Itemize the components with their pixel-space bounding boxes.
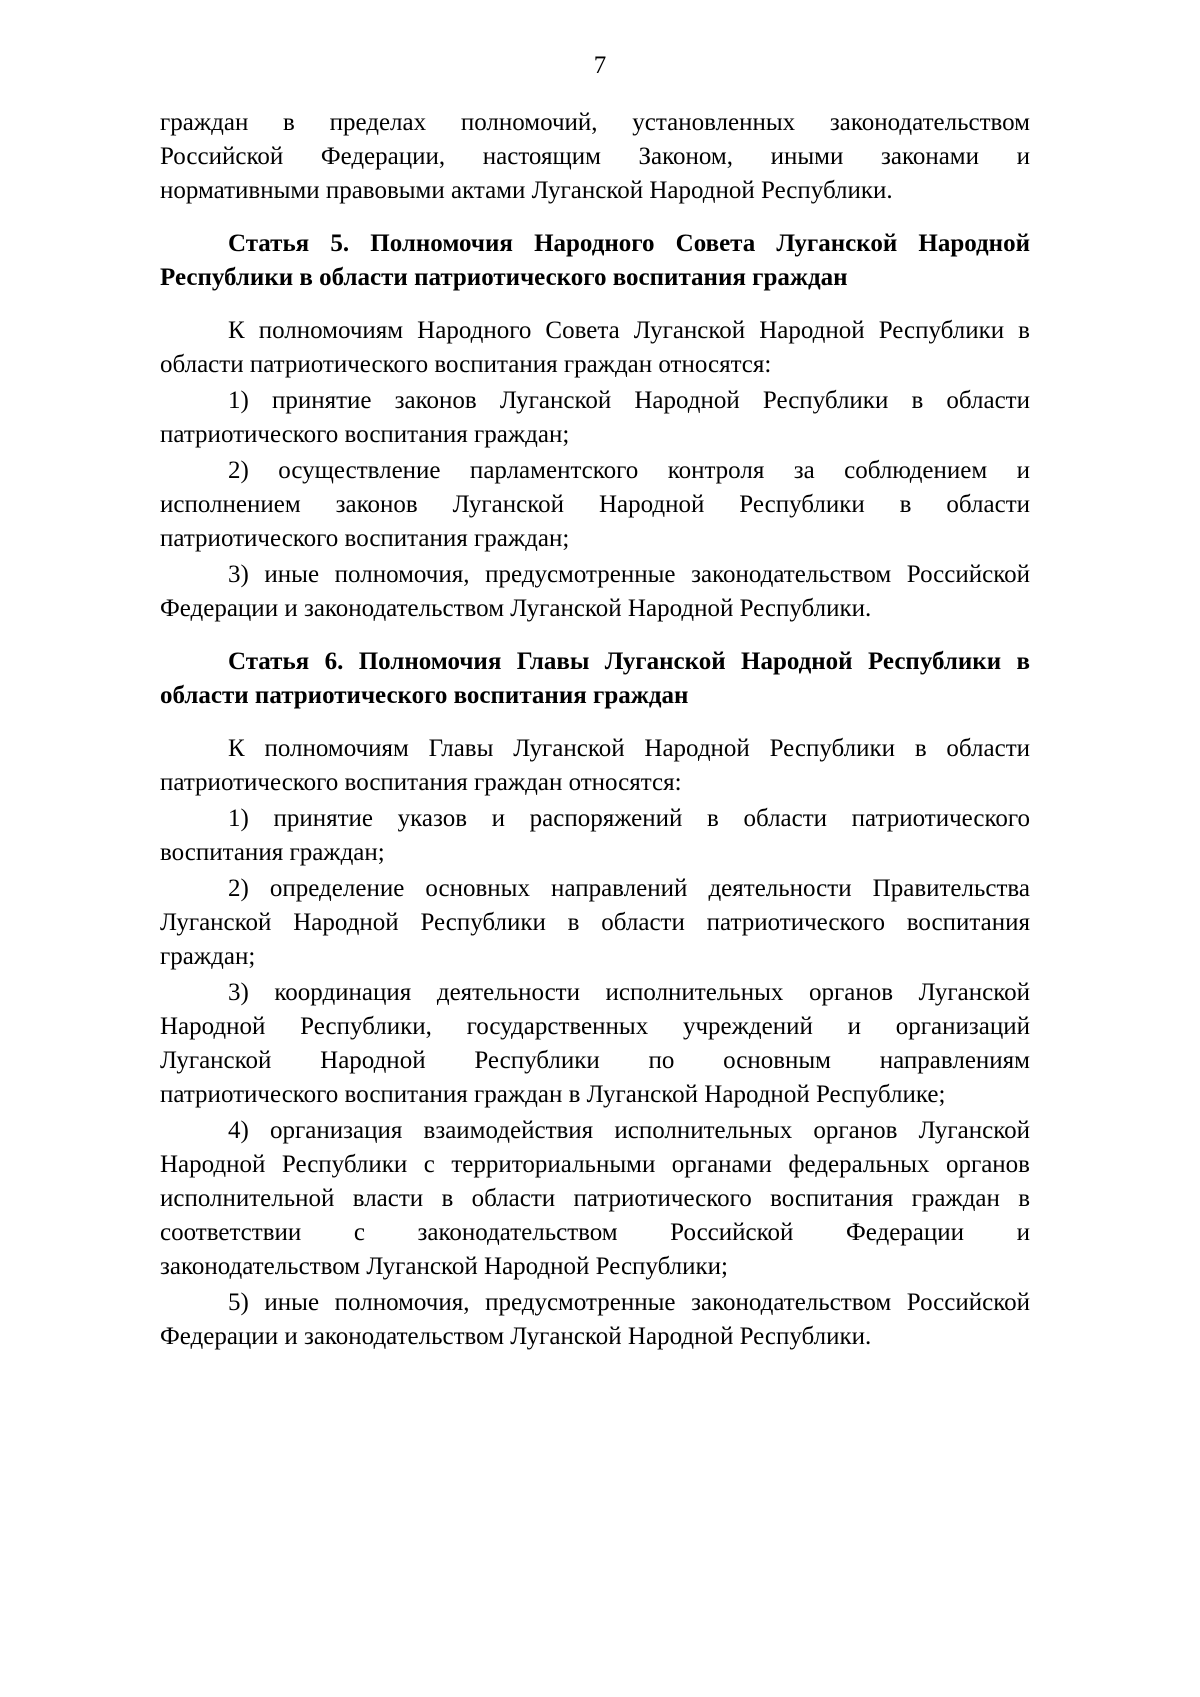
paragraph [160,106,1030,208]
text-line: патриотического воспитания граждан относятся: [160,769,682,796]
paragraph [160,314,1030,382]
text-line: законодательством Луганской Народной Республики; [160,1253,729,1280]
text-line: Луганской Народной Республики по основным направлениям [160,1047,1030,1074]
text-line: Республики в области патриотического воспитания граждан [160,264,848,291]
paragraph [160,1286,1030,1354]
paragraph [160,732,1030,800]
text-line: Федерации и законодательством Луганской Народной Республики. [160,1323,872,1350]
paragraph [160,558,1030,626]
paragraph [160,802,1030,870]
text-line: граждан в пределах полномочий, установленных законодательством [160,109,1030,136]
text-line: патриотического воспитания граждан; [160,421,570,448]
page-number: 7 [593,52,607,79]
text-line: 2) осуществление парламентского контроля за соблюдением и [228,457,1030,484]
text-line: К полномочиям Главы Луганской Народной Республики в области [228,735,1030,762]
text-line: граждан; [160,943,256,970]
paragraph [160,384,1030,452]
text-line: 3) координация деятельности исполнительных органов Луганской [228,979,1030,1006]
text-line: Народной Республики с территориальными органами федеральных органов [160,1151,1030,1178]
text-line: области патриотического воспитания граждан относятся: [160,351,772,378]
text-line: 5) иные полномочия, предусмотренные законодательством Российской [228,1289,1030,1316]
text-line: Народной Республики, государственных учреждений и организаций [160,1013,1030,1040]
article-heading [160,645,1030,713]
text-line: Статья 6. Полномочия Главы Луганской Народной Республики в [228,648,1030,675]
paragraph [160,872,1030,974]
text-line: исполнением законов Луганской Народной Республики в области [160,491,1030,518]
text-line: 4) организация взаимодействия исполнительных органов Луганской [228,1117,1030,1144]
text-line: 2) определение основных направлений деятельности Правительства [228,875,1030,902]
text-line: К полномочиям Народного Совета Луганской Народной Республики в [228,317,1030,344]
paragraph [160,976,1030,1112]
text-line: Луганской Народной Республики в области патриотического воспитания [160,909,1030,936]
article-heading [160,227,1030,295]
text-line: 3) иные полномочия, предусмотренные законодательством Российской [228,561,1030,588]
text-line: области патриотического воспитания граждан [160,682,689,709]
text-line: Статья 5. Полномочия Народного Совета Луганской Народной [228,230,1030,257]
text-line: патриотического воспитания граждан; [160,525,570,552]
text-line: 1) принятие указов и распоряжений в области патриотического [228,805,1030,832]
text-line: соответствии с законодательством Российской Федерации и [160,1219,1030,1246]
text-line: Российской Федерации, настоящим Законом, иными законами и [160,143,1030,170]
document-body [160,106,1030,1356]
text-line: патриотического воспитания граждан в Луганской Народной Республике; [160,1081,946,1108]
text-line: 1) принятие законов Луганской Народной Республики в области [228,387,1030,414]
text-line: нормативными правовыми актами Луганской Народной Республики. [160,177,893,204]
paragraph [160,454,1030,556]
text-line: воспитания граждан; [160,839,385,866]
text-line: Федерации и законодательством Луганской Народной Республики. [160,595,872,622]
text-line: исполнительной власти в области патриотического воспитания граждан в [160,1185,1030,1212]
paragraph [160,1114,1030,1284]
